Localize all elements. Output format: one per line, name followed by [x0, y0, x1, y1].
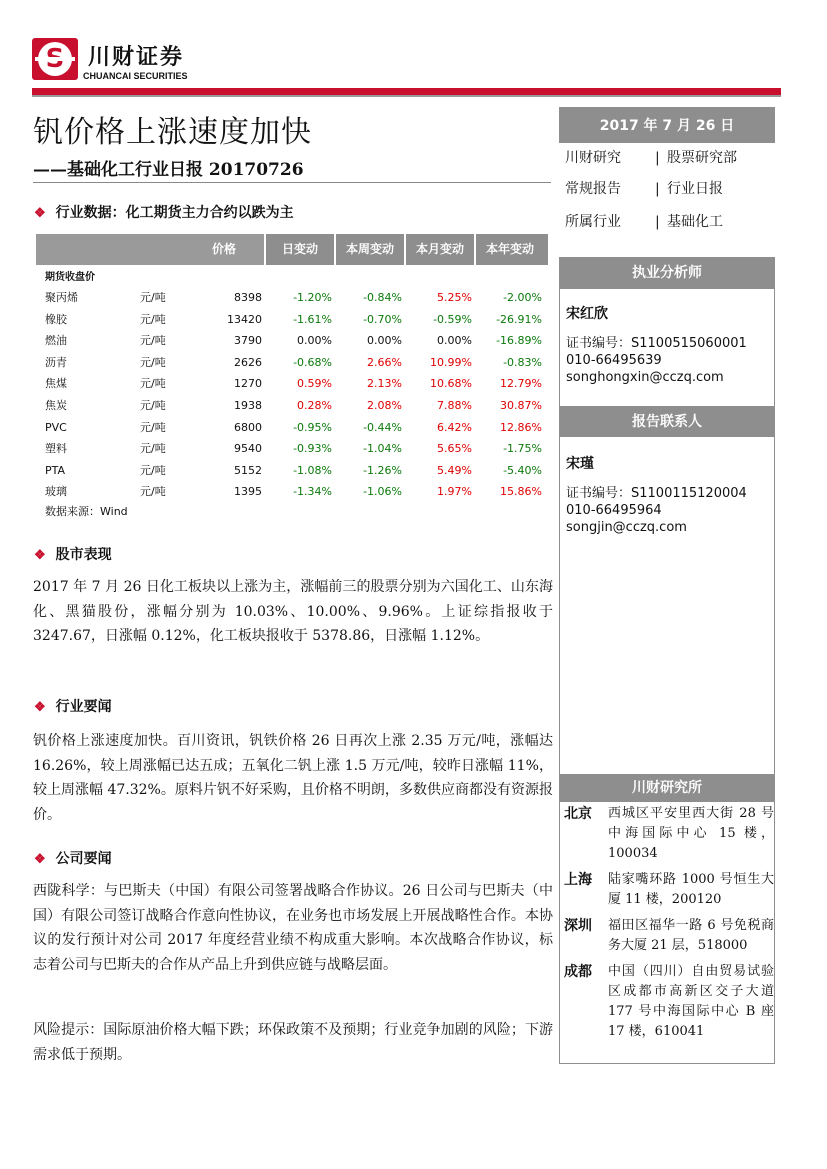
col-header-price: 价格 [184, 234, 264, 265]
price-cell: 1395 [234, 485, 262, 499]
year-change-cell: 30.87% [500, 398, 542, 412]
day-change-cell: -0.93% [293, 442, 332, 456]
commodity-name-cell: PTA [45, 463, 66, 477]
commodity-name-cell: 玻璃 [45, 485, 67, 499]
week-change-cell: -1.26% [363, 463, 402, 477]
offices-card [559, 802, 775, 1064]
month-change-cell: 6.42% [437, 420, 472, 434]
week-change-cell: 2.08% [367, 398, 402, 412]
month-change-cell: 5.49% [437, 463, 472, 477]
table-row [36, 352, 548, 374]
meta-row: 川财研究 | 股票研究部 [565, 150, 737, 166]
institute-band: 川财研究所 [559, 774, 775, 802]
diamond-bullet-icon: ❖ [34, 548, 46, 563]
day-change-cell: -0.68% [293, 355, 332, 369]
header-red-rule [32, 88, 781, 95]
price-cell: 5152 [234, 463, 262, 477]
price-cell: 1270 [234, 377, 262, 391]
month-change-cell: 7.88% [437, 398, 472, 412]
price-cell: 6800 [234, 420, 262, 434]
month-change-cell: 0.00% [437, 334, 472, 348]
analyst-phone: 010-66495639 [566, 353, 662, 368]
unit-cell: 元/吨 [140, 485, 166, 499]
section-heading-stock-market: ❖ 股市表现 [34, 547, 112, 563]
month-change-cell: 10.99% [430, 355, 472, 369]
year-change-cell: -26.91% [496, 312, 542, 326]
price-cell: 2626 [234, 355, 262, 369]
page-title: 钒价格上涨速度加快 [33, 115, 312, 150]
year-change-cell: 12.86% [500, 420, 542, 434]
year-change-cell: 15.86% [500, 485, 542, 499]
year-change-cell: -2.00% [503, 291, 542, 304]
office-beijing: 北京 西城区平安里西大街 28 号中海国际中心 15 楼，100034 [564, 806, 774, 861]
commodity-name-cell: 聚丙烯 [45, 291, 78, 304]
week-change-cell: -1.04% [363, 442, 402, 456]
section-heading-industry-data: ❖ 行业数据：化工期货主力合约以跌为主 [34, 205, 294, 221]
day-change-cell: 0.59% [297, 377, 332, 391]
month-change-cell: 1.97% [437, 485, 472, 499]
week-change-cell: -0.70% [363, 312, 402, 326]
price-cell: 13420 [227, 312, 262, 326]
page-subtitle: ——基础化工行业日报 20170726 [33, 160, 304, 180]
table-row [36, 481, 548, 503]
unit-cell: 元/吨 [140, 312, 166, 326]
report-date-band: 2017 年 7 月 26 日 [559, 107, 775, 143]
industry-news-paragraph: 钒价格上涨速度加快。百川资讯，钒铁价格 26 日再次上涨 2.35 万元/吨，涨幅达 16.26%，较上周涨幅已达五成；五氧化二钒上涨 1.5 万元/吨，较昨日涨幅 11%，较上周涨幅 47.32%。原料片钒不好采购，且价格不明朗，多数供应商都没有资源报价。 [33, 733, 553, 823]
month-change-cell: 5.65% [437, 442, 472, 456]
unit-cell: 元/吨 [140, 442, 166, 456]
unit-cell: 元/吨 [140, 291, 166, 304]
diamond-bullet-icon: ❖ [34, 206, 46, 221]
chuancai-logo-icon [32, 38, 78, 80]
col-header-week: 本周变动 [345, 242, 394, 256]
table-row [36, 438, 548, 460]
company-news-paragraph: 西陇科学：与巴斯夫（中国）有限公司签署战略合作协议。26 日公司与巴斯夫（中国）有限公司签订战略合作意向性协议，在业务也市场发展上开展战略性合作。本协议的发行预计对公司 2017 年度经营业绩不构成重大影响。本次战略合作协议，标志着公司与巴斯夫的合作从产品上升到供应链与战略层面。 [33, 883, 553, 973]
day-change-cell: 0.28% [297, 398, 332, 412]
commodity-name-cell: 塑料 [45, 442, 67, 456]
month-change-cell: 10.68% [430, 377, 472, 391]
unit-cell: 元/吨 [140, 355, 166, 369]
table-row [36, 460, 548, 482]
diamond-bullet-icon: ❖ [34, 852, 46, 867]
year-change-cell: -0.83% [503, 355, 542, 369]
diamond-bullet-icon: ❖ [34, 700, 46, 715]
week-change-cell: 2.13% [367, 377, 402, 391]
table-body [36, 287, 548, 503]
commodity-name-cell: 橡胶 [45, 312, 67, 326]
price-cell: 1938 [234, 398, 262, 412]
brand-name-en: CHUANCAI SECURITIES [83, 71, 188, 81]
table-row [36, 309, 548, 331]
commodity-name-cell: 焦炭 [45, 398, 67, 412]
analyst-name: 宋红欣 [566, 306, 608, 322]
analyst-band: 执业分析师 [559, 257, 775, 289]
day-change-cell: -1.08% [293, 463, 332, 477]
table-group-label: 期货收盘价 [45, 272, 95, 283]
analyst-card [559, 289, 775, 407]
day-change-cell: -1.34% [293, 485, 332, 499]
unit-cell: 元/吨 [140, 420, 166, 434]
month-change-cell: -0.59% [433, 312, 472, 326]
contact-band: 报告联系人 [559, 407, 775, 437]
contact-cert: 证书编号：S1100115120004 [566, 486, 747, 501]
report-meta [559, 146, 775, 240]
office-shenzhen: 深圳 福田区福华一路 6 号免税商务大厦 21 层，518000 [564, 918, 774, 953]
section-heading-company-news: ❖ 公司要闻 [34, 851, 112, 867]
office-shanghai: 上海 陆家嘴环路 1000 号恒生大厦 11 楼，200120 [564, 872, 774, 907]
price-cell: 9540 [234, 442, 262, 456]
contact-phone: 010-66495964 [566, 503, 662, 518]
meta-row: 所属行业 | 基础化工 [565, 214, 723, 230]
commodity-name-cell: 沥青 [45, 355, 67, 369]
year-change-cell: 12.79% [500, 377, 542, 391]
table-header [36, 234, 548, 265]
month-change-cell: 5.25% [437, 291, 472, 304]
day-change-cell: -1.20% [293, 291, 332, 304]
day-change-cell: -1.61% [293, 312, 332, 326]
col-header-month: 本月变动 [415, 242, 464, 256]
table-row [36, 417, 548, 439]
unit-cell: 元/吨 [140, 398, 166, 412]
price-cell: 8398 [234, 291, 262, 304]
year-change-cell: -1.75% [503, 442, 542, 456]
risk-paragraph: 风险提示：国际原油价格大幅下跌；环保政策不及预期；行业竞争加剧的风险；下游需求低于预期。 [33, 1022, 553, 1063]
meta-row: 常规报告 | 行业日报 [565, 181, 723, 197]
section-heading-industry-news: ❖ 行业要闻 [34, 699, 112, 715]
contact-card [559, 437, 775, 777]
unit-cell: 元/吨 [140, 334, 166, 348]
table-source: 数据来源：Wind [45, 504, 128, 518]
week-change-cell: -1.06% [363, 485, 402, 499]
week-change-cell: -0.84% [363, 291, 402, 304]
commodity-name-cell: PVC [45, 420, 67, 434]
title-divider [33, 182, 551, 183]
unit-cell: 元/吨 [140, 377, 166, 391]
week-change-cell: -0.44% [363, 420, 402, 434]
day-change-cell: -0.95% [293, 420, 332, 434]
year-change-cell: -16.89% [496, 334, 542, 348]
table-row [36, 373, 548, 395]
week-change-cell: 2.66% [367, 355, 402, 369]
contact-name: 宋瑾 [566, 456, 594, 472]
week-change-cell: 0.00% [367, 334, 402, 348]
header-grey-rule [32, 95, 781, 97]
commodity-name-cell: 燃油 [45, 334, 67, 348]
unit-cell: 元/吨 [140, 463, 166, 477]
table-row [36, 395, 548, 417]
col-header-year: 本年变动 [485, 242, 534, 256]
analyst-email[interactable]: songhongxin@cczq.com [566, 370, 724, 385]
table-row [36, 287, 548, 309]
stock-market-paragraph: 2017 年 7 月 26 日化工板块以上涨为主，涨幅前三的股票分别为六国化工、山东海化、黑猫股份，涨幅分别为 10.03%、10.00%、9.96%。上证综指报收于 3247.67，日涨幅 0.12%，化工板块报收于 5378.86，日涨幅 1.12%。 [33, 579, 553, 644]
brand-name-cn: 川财证券 [88, 45, 185, 70]
commodity-name-cell: 焦煤 [45, 377, 67, 391]
price-cell: 3790 [234, 334, 262, 348]
office-chengdu: 成都 中国（四川）自由贸易试验区成都市高新区交子大道 177 号中海国际中心 B 座 17 楼，610041 [564, 964, 774, 1039]
contact-email[interactable]: songjin@cczq.com [566, 520, 687, 535]
day-change-cell: 0.00% [297, 334, 332, 348]
col-header-day: 日变动 [281, 242, 318, 256]
table-row [36, 330, 548, 352]
analyst-cert: 证书编号：S1100515060001 [566, 336, 747, 351]
year-change-cell: -5.40% [503, 463, 542, 477]
futures-table [36, 234, 548, 521]
